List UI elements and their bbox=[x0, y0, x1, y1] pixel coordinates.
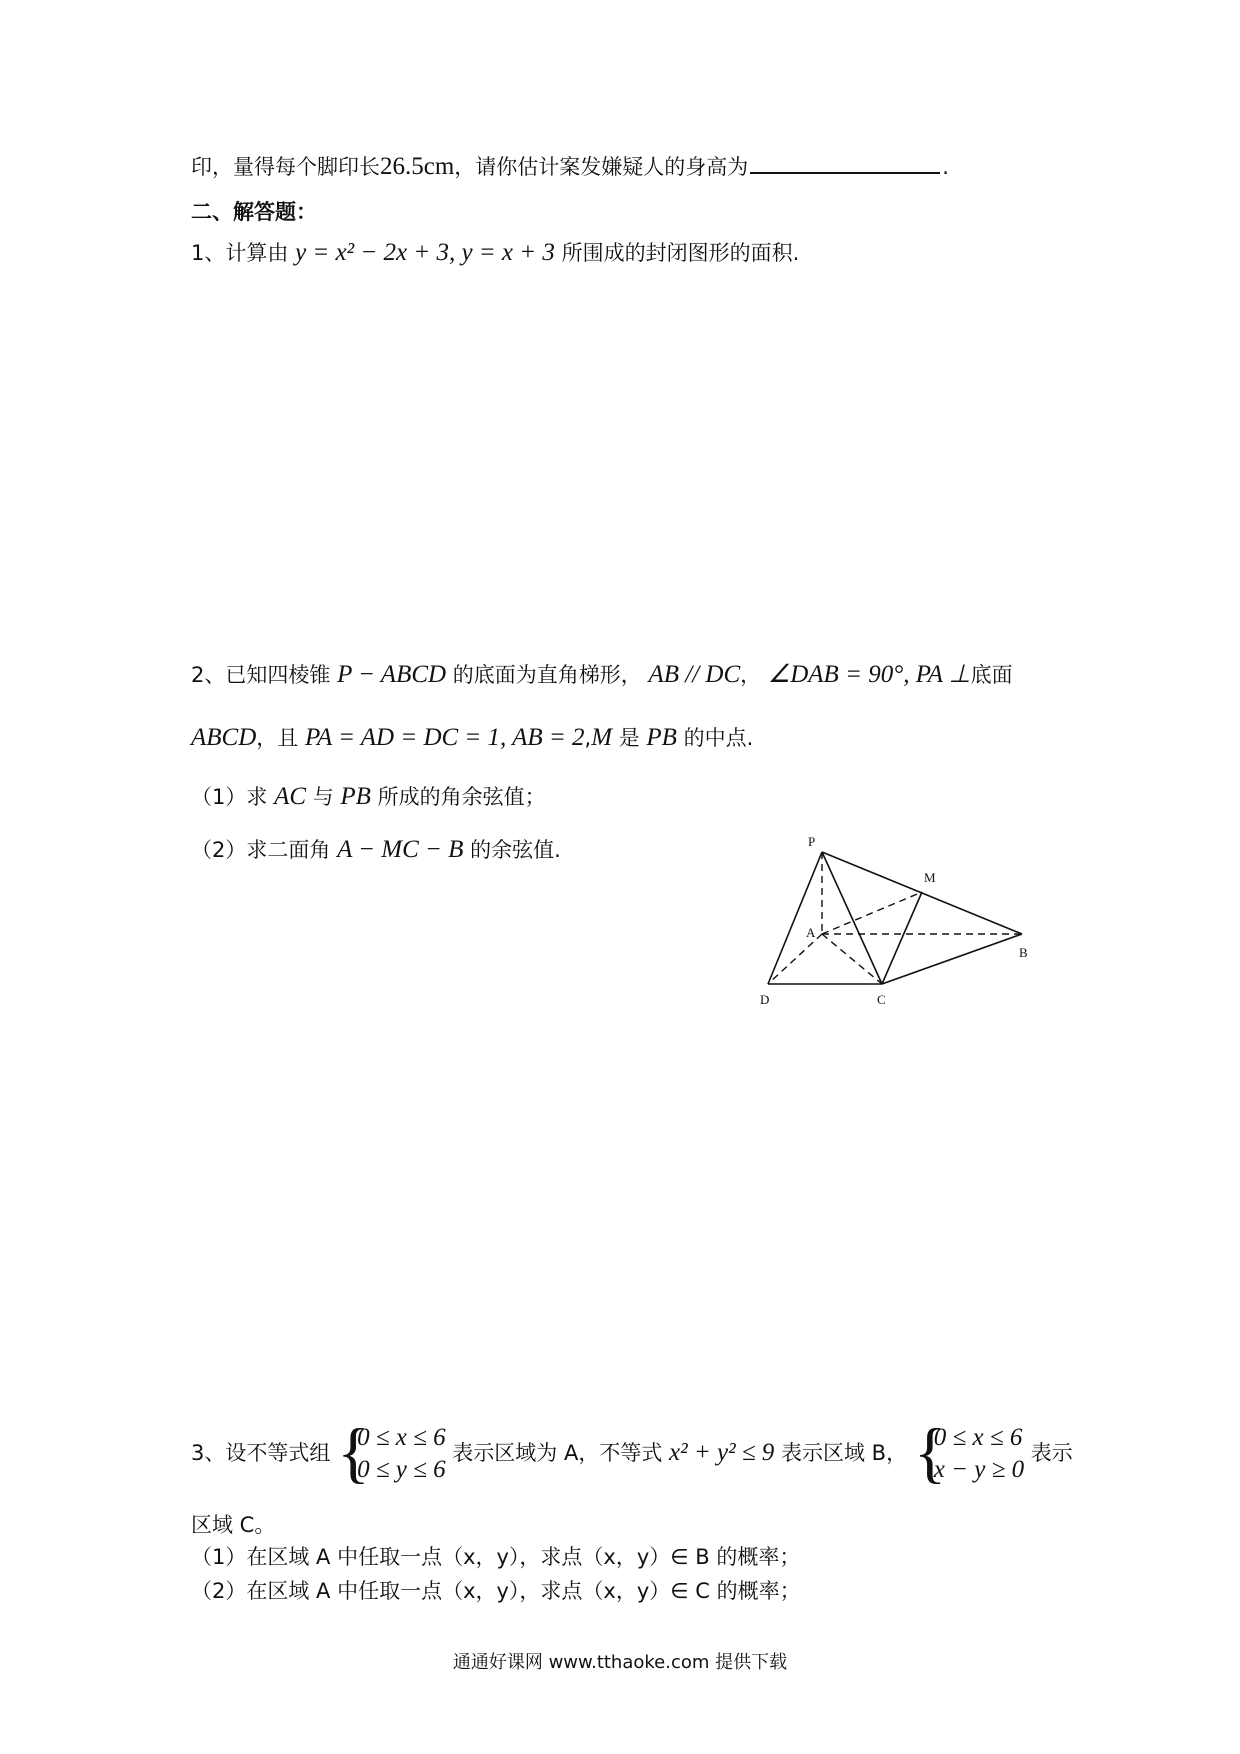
question-3-line-1: 3、设不等式组 { 0 ≤ x ≤ 6 0 ≤ y ≤ 6 表示区域为 A，不等式 x² + y² ≤ 9 表示区域 B， { 0 ≤ x ≤ 6 x − y ≥ 0 表示 bbox=[191, 1414, 1073, 1490]
region-B-inequality: x² + y² ≤ 9 bbox=[669, 1439, 775, 1466]
question-1: 1、计算由 y = x² − 2x + 3, y = x + 3 所围成的封闭图形的面积. bbox=[191, 239, 800, 266]
label-A: A bbox=[806, 925, 816, 940]
label-P: P bbox=[808, 834, 816, 849]
label-B: B bbox=[1019, 945, 1028, 960]
edge-PC bbox=[822, 852, 882, 984]
question-3-line-2: 区域 C。 bbox=[191, 1513, 276, 1537]
question-2-part-2: （2）求二面角 A − MC − B 的余弦值. bbox=[191, 836, 561, 863]
answer-blank bbox=[750, 150, 940, 174]
label-C: C bbox=[877, 992, 886, 1007]
section-title: 二、解答题： bbox=[191, 200, 317, 224]
edge-CM bbox=[882, 892, 922, 984]
label-M: M bbox=[924, 870, 936, 885]
edge-PD bbox=[768, 852, 822, 984]
edge-AD bbox=[768, 934, 822, 984]
edge-AC bbox=[822, 934, 882, 984]
footprint-length: 26.5cm bbox=[380, 153, 455, 180]
label-D: D bbox=[760, 992, 770, 1007]
question-2-part-1: （1）求 AC 与 PB 所成的角余弦值； bbox=[191, 783, 546, 810]
q1-equations: y = x² − 2x + 3, y = x + 3 bbox=[295, 239, 555, 266]
pyramid-figure bbox=[740, 820, 1040, 1020]
question-3-part-2: （2）在区域 A 中任取一点（x，y），求点（x，y）∈ C 的概率； bbox=[191, 1579, 801, 1603]
question-2-line-1: 2、已知四棱锥 P − ABCD 的底面为直角梯形， AB // DC， ∠DAB = 90°, PA ⊥底面 bbox=[191, 661, 1013, 688]
system-region-C: { 0 ≤ x ≤ 6 x − y ≥ 0 bbox=[913, 1414, 1025, 1490]
footer: 通通好课网 www.tthaoke.com 提供下载 bbox=[452, 1652, 788, 1673]
edge-CB bbox=[882, 934, 1022, 984]
question-2-line-2: ABCD，且 PA = AD = DC = 1, AB = 2,M 是 PB 的中点. bbox=[191, 724, 754, 751]
question-3-part-1: （1）在区域 A 中任取一点（x，y），求点（x，y）∈ B 的概率； bbox=[191, 1545, 801, 1569]
system-region-A: { 0 ≤ x ≤ 6 0 ≤ y ≤ 6 bbox=[337, 1414, 446, 1490]
problem-fragment-line: 印，量得每个脚印长26.5cm，请你估计案发嫌疑人的身高为 . bbox=[191, 150, 949, 182]
